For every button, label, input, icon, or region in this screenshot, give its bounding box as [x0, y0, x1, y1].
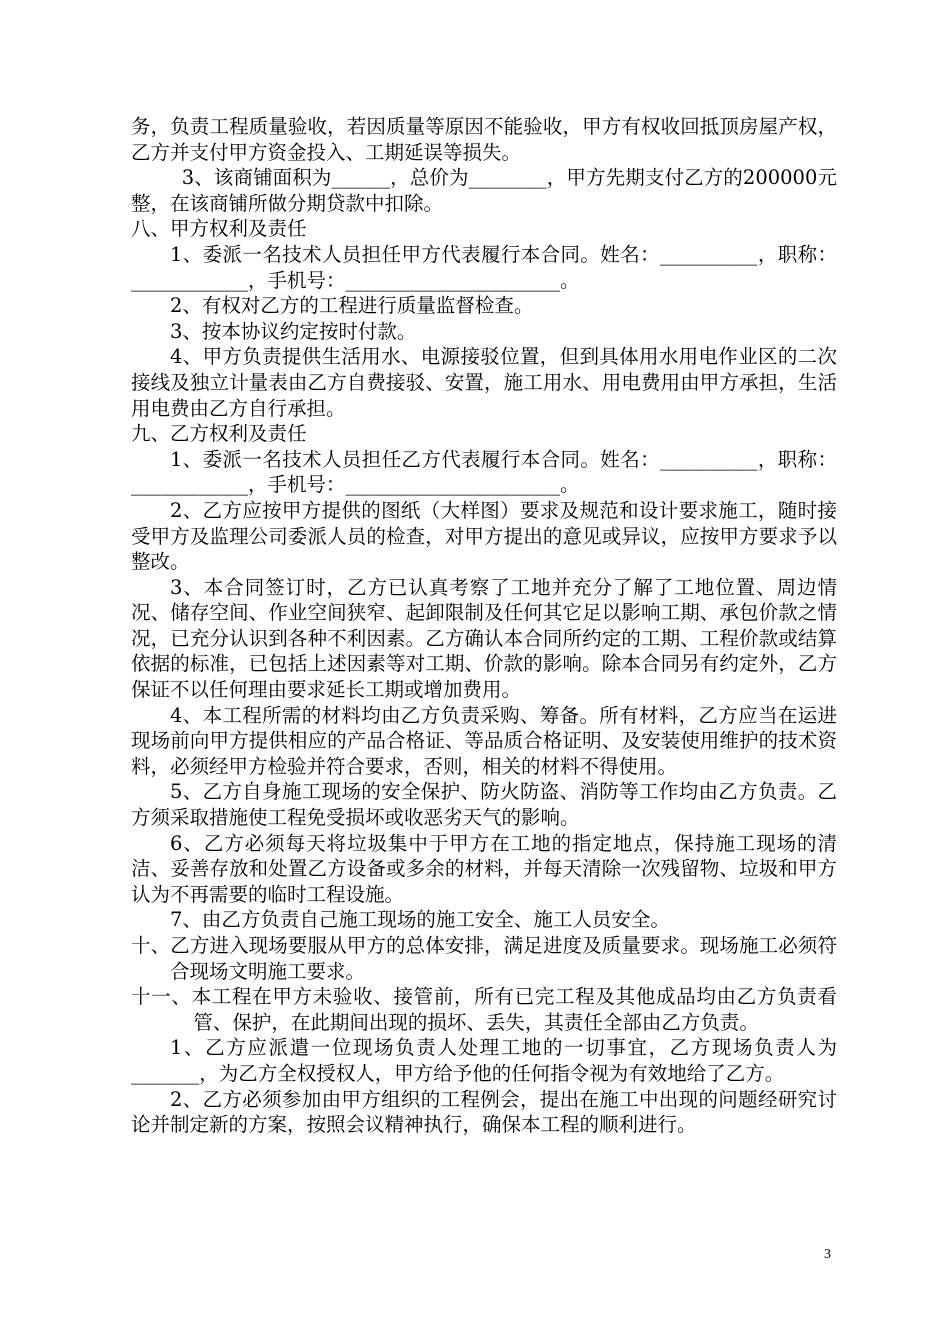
page-number: 3 — [824, 1247, 831, 1262]
paragraph: 1、委派一名技术人员担任甲方代表履行本合同。姓名：__________，职称：____________，手机号：______________________。 — [131, 242, 837, 292]
paragraph: 2、有权对乙方的工程进行质量监督检查。 — [170, 294, 534, 318]
document-body — [131, 114, 837, 1138]
paragraph: 3、本合同签订时，乙方已认真考察了工地并充分了解了工地位置、周边情况、储存空间、作业空间狭窄、起卸限制及任何其它足以影响工期、承包价款之情况，已充分认识到各种不利因素。乙方确认本合同所约定的工期、工程价款或结算依据的标准，已包括上述因素等对工期、价款的影响。除本合同另有约定外，乙方保证不以任何理由要求延长工期或增加费用。 — [131, 575, 837, 702]
paragraph: 2、乙方必须参加由甲方组织的工程例会，提出在施工中出现的问题经研究讨论并制定新的方案，按照会议精神执行，确保本工程的顺利进行。 — [131, 1087, 837, 1137]
section-heading: 八、甲方权利及责任 — [131, 217, 307, 241]
paragraph: 4、甲方负责提供生活用水、电源接驳位置，但到具体用水用电作业区的二次接线及独立计量表由乙方自费接驳、安置，施工用水、用电费用由甲方承担，生活用电费由乙方自行承担。 — [131, 345, 837, 420]
paragraph: 务，负责工程质量验收，若因质量等原因不能验收，甲方有权收回抵顶房屋产权，乙方并支付甲方资金投入、工期延误等损失。 — [131, 115, 837, 164]
paragraph: 3、按本协议约定按时付款。 — [170, 319, 417, 343]
section-heading: 十一、本工程在甲方未验收、接管前，所有已完工程及其他成品均由乙方负责看管、保护，在此期间出现的损坏、丢失，其责任全部由乙方负责。 — [131, 985, 837, 1034]
paragraph: 4、本工程所需的材料均由乙方负责采购、筹备。所有材料，乙方应当在运进现场前向甲方提供相应的产品合格证、等品质合格证明、及安装使用维护的技术资料，必须经甲方检验并符合要求，否则，相关的材料不得使用。 — [131, 703, 837, 778]
section-heading: 十、乙方进入现场要服从甲方的总体安排，满足进度及质量要求。现场施工必须符合现场文明施工要求。 — [131, 934, 837, 983]
paragraph: 1、乙方应派遣一位现场负责人处理工地的一切事宜，乙方现场负责人为_______，为乙方全权授权人，甲方给予他的任何指令视为有效地给了乙方。 — [131, 1036, 837, 1085]
section-heading: 九、乙方权利及责任 — [131, 422, 307, 446]
paragraph: 1、委派一名技术人员担任乙方代表履行本合同。姓名：__________，职称：____________，手机号：______________________。 — [131, 447, 837, 497]
paragraph: 2、乙方应按甲方提供的图纸（大样图）要求及规范和设计要求施工，随时接受甲方及监理公司委派人员的检查，对甲方提出的意见或异议，应按甲方要求予以整改。 — [131, 498, 837, 574]
paragraph: 7、由乙方负责自己施工现场的施工安全、施工人员安全。 — [170, 908, 670, 932]
paragraph: 6、乙方必须每天将垃圾集中于甲方在工地的指定地点，保持施工现场的清洁、妥善存放和处置乙方设备或多余的材料，并每天清除一次残留物、垃圾和甲方认为不再需要的临时工程设施。 — [131, 831, 837, 906]
paragraph: 5、乙方自身施工现场的安全保护、防火防盗、消防等工作均由乙方负责。乙方须采取措施使工程免受损坏或收恶劣天气的影响。 — [131, 780, 837, 830]
paragraph: 3、该商铺面积为______，总价为________，甲方先期支付乙方的200000元整，在该商铺所做分期贷款中扣除。 — [131, 166, 837, 215]
